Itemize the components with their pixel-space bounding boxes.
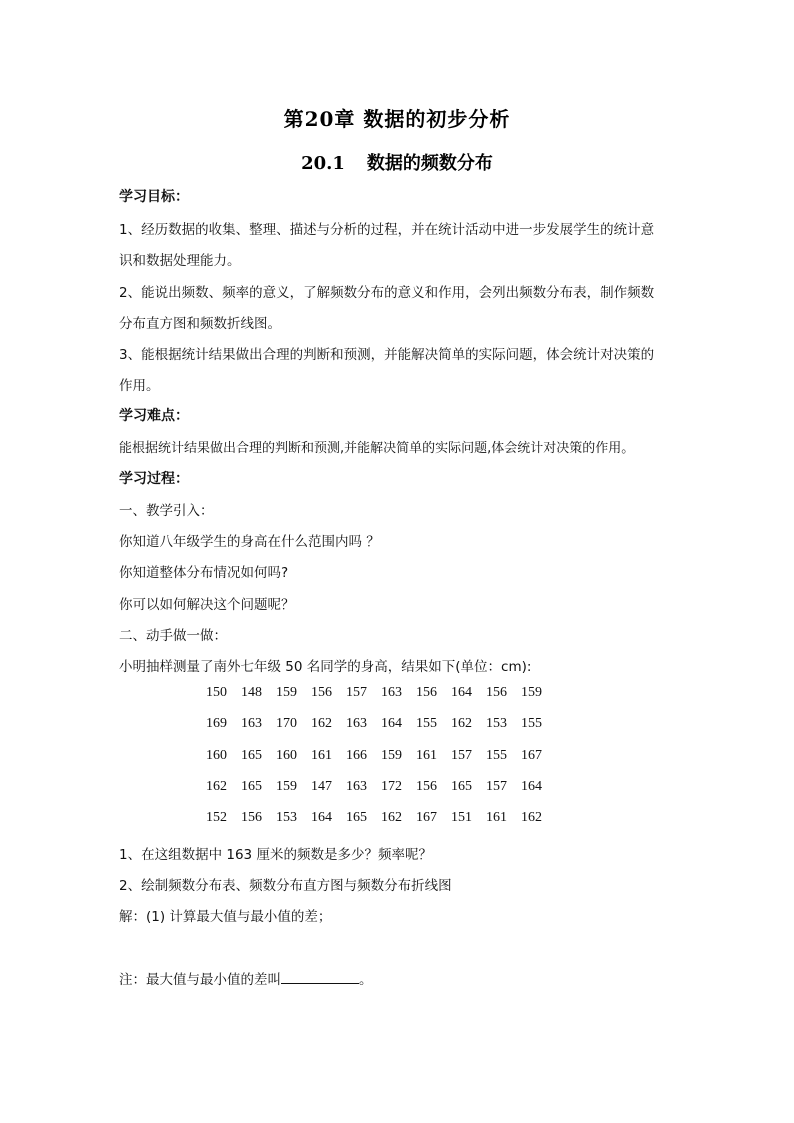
intro-question-1: 你知道八年级学生的身高在什么范围内吗 ？: [119, 534, 380, 550]
height-value: 162: [451, 716, 472, 732]
note-suffix: 。: [359, 972, 373, 988]
height-value: 148: [241, 685, 262, 700]
height-value: 164: [381, 716, 402, 732]
height-value: 167: [416, 810, 437, 826]
height-value: 162: [381, 810, 402, 826]
goal-3-line-1: 3、能根据统计结果做出合理的判断和预测，并能解决简单的实际问题，体会统计对决策的: [119, 347, 655, 363]
height-value: 165: [451, 778, 472, 794]
heights-table: [199, 685, 549, 841]
height-value: 159: [521, 685, 542, 700]
intro-heading: 一、教学引入：: [119, 503, 214, 519]
height-value: 152: [206, 810, 227, 826]
heights-row: [199, 716, 549, 747]
height-value: 162: [311, 716, 332, 732]
difficulty-heading: 学习难点：: [119, 408, 189, 424]
height-value: 156: [416, 685, 437, 700]
height-value: 170: [276, 716, 297, 732]
heights-row: [199, 779, 549, 810]
height-value: 151: [451, 810, 472, 826]
height-value: 164: [311, 810, 332, 826]
intro-question-2: 你知道整体分布情况如何吗?: [119, 565, 289, 581]
goal-3-line-2: 作用。: [119, 378, 160, 394]
practice-heading: 二、动手做一做：: [119, 628, 227, 644]
heights-row: [199, 685, 549, 716]
difficulty-text: 能根据统计结果做出合理的判断和预测,并能解决简单的实际问题,体会统计对决策的作用。: [119, 441, 635, 456]
height-value: 153: [276, 810, 297, 826]
intro-question-3: 你可以如何解决这个问题呢？: [119, 597, 295, 613]
height-value: 153: [486, 716, 507, 732]
height-value: 164: [521, 778, 542, 794]
height-value: 161: [416, 747, 437, 763]
goal-2-line-1: 2、能说出频数、频率的意义，了解频数分布的意义和作用，会列出频数分布表，制作频数: [119, 285, 655, 301]
goals-heading: 学习目标：: [119, 189, 189, 205]
heights-row: [199, 748, 549, 779]
height-value: 161: [311, 747, 332, 763]
height-value: 156: [311, 685, 332, 700]
goal-1-line-1: 1、经历数据的收集、整理、描述与分析的过程，并在统计活动中进一步发展学生的统计意: [119, 222, 655, 238]
height-value: 169: [206, 716, 227, 732]
height-value: 156: [416, 778, 437, 794]
height-value: 155: [486, 747, 507, 763]
height-value: 164: [451, 685, 472, 700]
question-1: 1、在这组数据中 163 厘米的频数是多少？频率呢？: [119, 847, 432, 863]
height-value: 165: [241, 747, 262, 763]
height-value: 159: [381, 747, 402, 763]
answer-blank: [281, 969, 359, 984]
goal-1-line-2: 识和数据处理能力。: [119, 253, 241, 269]
height-value: 162: [206, 778, 227, 794]
chapter-title: 第20章 数据的初步分析: [283, 107, 511, 131]
height-value: 160: [206, 747, 227, 763]
note-line: [119, 968, 373, 988]
process-heading: 学习过程：: [119, 471, 189, 487]
height-value: 155: [521, 716, 542, 732]
height-value: 162: [521, 810, 542, 826]
section-number: 20.1: [301, 153, 345, 174]
question-2: 2、绘制频数分布表、频数分布直方图与频数分布折线图: [119, 878, 452, 894]
section-name: 数据的频数分布: [366, 153, 493, 174]
height-value: 165: [241, 778, 262, 794]
height-value: 163: [346, 778, 367, 794]
section-title: [0, 149, 794, 175]
height-value: 163: [381, 685, 402, 700]
height-value: 157: [451, 747, 472, 763]
goal-2-line-2: 分布直方图和频数折线图。: [119, 316, 281, 332]
height-value: 172: [381, 778, 402, 794]
note-prefix: 注：最大值与最小值的差叫: [119, 972, 281, 988]
height-value: 147: [311, 778, 332, 794]
heights-row: [199, 810, 549, 841]
height-value: 165: [346, 810, 367, 826]
height-value: 163: [241, 716, 262, 732]
height-value: 157: [486, 778, 507, 794]
height-value: 156: [241, 810, 262, 826]
height-value: 157: [346, 685, 367, 700]
height-value: 163: [346, 716, 367, 732]
height-value: 161: [486, 810, 507, 826]
height-value: 159: [276, 778, 297, 794]
height-value: 167: [521, 747, 542, 763]
practice-text: 小明抽样测量了南外七年级 50 名同学的身高，结果如下(单位：cm):: [119, 659, 532, 675]
height-value: 166: [346, 747, 367, 763]
height-value: 159: [276, 685, 297, 700]
height-value: 155: [416, 716, 437, 732]
solution-step-1: 解：(1) 计算最大值与最小值的差；: [119, 909, 332, 925]
height-value: 156: [486, 685, 507, 700]
height-value: 150: [206, 685, 227, 700]
height-value: 160: [276, 747, 297, 763]
